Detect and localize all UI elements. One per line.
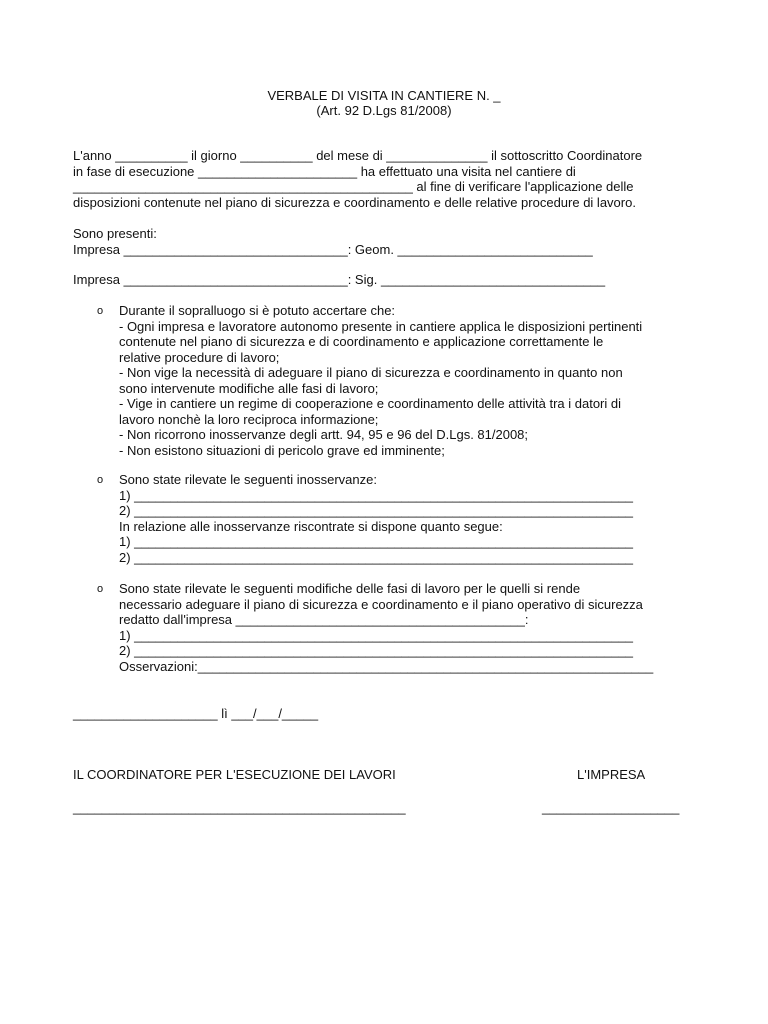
bullet-line: - Non esistono situazioni di pericolo grave ed imminente;: [119, 442, 445, 458]
bullet-line: 2) _____________________________________________________________________: [119, 549, 634, 565]
presenti-heading: Sono presenti:: [73, 226, 157, 241]
bullet-line: 1) _____________________________________________________________________: [119, 627, 634, 643]
date-place-text: ____________________ lì ___/___/_____: [73, 706, 319, 721]
bullet-line: 2) _____________________________________________________________________: [119, 643, 634, 658]
bullet-body: [119, 472, 709, 565]
document-title: VERBALE DI VISITA IN CANTIERE N. _: [267, 88, 501, 103]
company-signature-line: ___________________: [542, 800, 680, 815]
document-subtitle: (Art. 92 D.Lgs 81/2008): [316, 103, 452, 118]
presenti-row-sig-text: Impresa _______________________________: Sig. _______________________________: [73, 272, 606, 287]
intro-line: L'anno __________ il giorno __________ del mese di ______________ il sottoscritto Coordinatore: [73, 148, 643, 163]
intro-paragraph: [73, 148, 698, 210]
intro-line: in fase di esecuzione ______________________ ha effettuato una visita nel cantiere di: [73, 163, 576, 179]
coordinator-signature-line: ______________________________________________: [73, 800, 406, 815]
intro-line: disposizioni contenute nel piano di sicurezza e coordinamento e delle relative procedure di lavoro.: [73, 194, 636, 210]
bullet-line: redatto dall'impresa ________________________________________:: [119, 612, 529, 627]
date-place-line: [73, 706, 698, 722]
bullet-line: contenute nel piano di sicurezza e di coordinamento e applicazione correttamente le: [119, 334, 604, 349]
presenti-section: [73, 226, 698, 257]
bullet-body: [119, 303, 709, 458]
bullet-line: Sono state rilevate le seguenti modifiche delle fasi di lavoro per le quelli si rende: [119, 581, 581, 596]
bullet-line: sono intervenute modifiche alle fasi di lavoro;: [119, 380, 379, 396]
bullet-line: Sono state rilevate le seguenti inosservanze:: [119, 472, 377, 487]
bullet-line: - Non ricorrono inosservanze degli artt. 94, 95 e 96 del D.Lgs. 81/2008;: [119, 427, 529, 442]
bullet-circle-icon: o: [97, 474, 104, 486]
bullet-circle-icon: o: [97, 583, 104, 595]
coordinator-label: IL COORDINATORE PER L'ESECUZIONE DEI LAVORI: [73, 767, 396, 782]
bullet-line: In relazione alle inosservanze riscontrate si dispone quanto segue:: [119, 518, 503, 534]
bullet-line: - Ogni impresa e lavoratore autonomo presente in cantiere applica le disposizioni pertinenti: [119, 318, 643, 334]
bullet-line: Durante il sopralluogo si è potuto accertare che:: [119, 303, 396, 318]
bullet-line: Osservazioni:_______________________________________________________________: [119, 658, 654, 674]
presenti-row-geom: Impresa _______________________________: Geom. ___________________________: [73, 241, 593, 257]
bullet-line: 1) _____________________________________________________________________: [119, 534, 634, 549]
intro-line: _______________________________________________ al fine di verificare l'applicazione delle: [73, 179, 634, 194]
bullet-circle-icon: o: [97, 305, 104, 317]
bullet-line: lavoro nonchè la loro reciproca informazione;: [119, 411, 379, 427]
bullet-line: - Vige in cantiere un regime di cooperazione e coordinamento delle attività tra i datori di: [119, 396, 621, 411]
bullet-line: 1) _____________________________________________________________________: [119, 487, 634, 503]
company-label: L'IMPRESA: [577, 767, 646, 782]
presenti-row-sig: [73, 272, 698, 288]
bullet-line: relative procedure di lavoro;: [119, 349, 280, 365]
bullet-line: necessario adeguare il piano di sicurezza e coordinamento e il piano operativo di sicurezza: [119, 596, 643, 612]
bullet-body: [119, 581, 709, 674]
bullet-line: 2) _____________________________________________________________________: [119, 503, 634, 518]
bullet-line: - Non vige la necessità di adeguare il piano di sicurezza e coordinamento in quanto non: [119, 365, 623, 380]
